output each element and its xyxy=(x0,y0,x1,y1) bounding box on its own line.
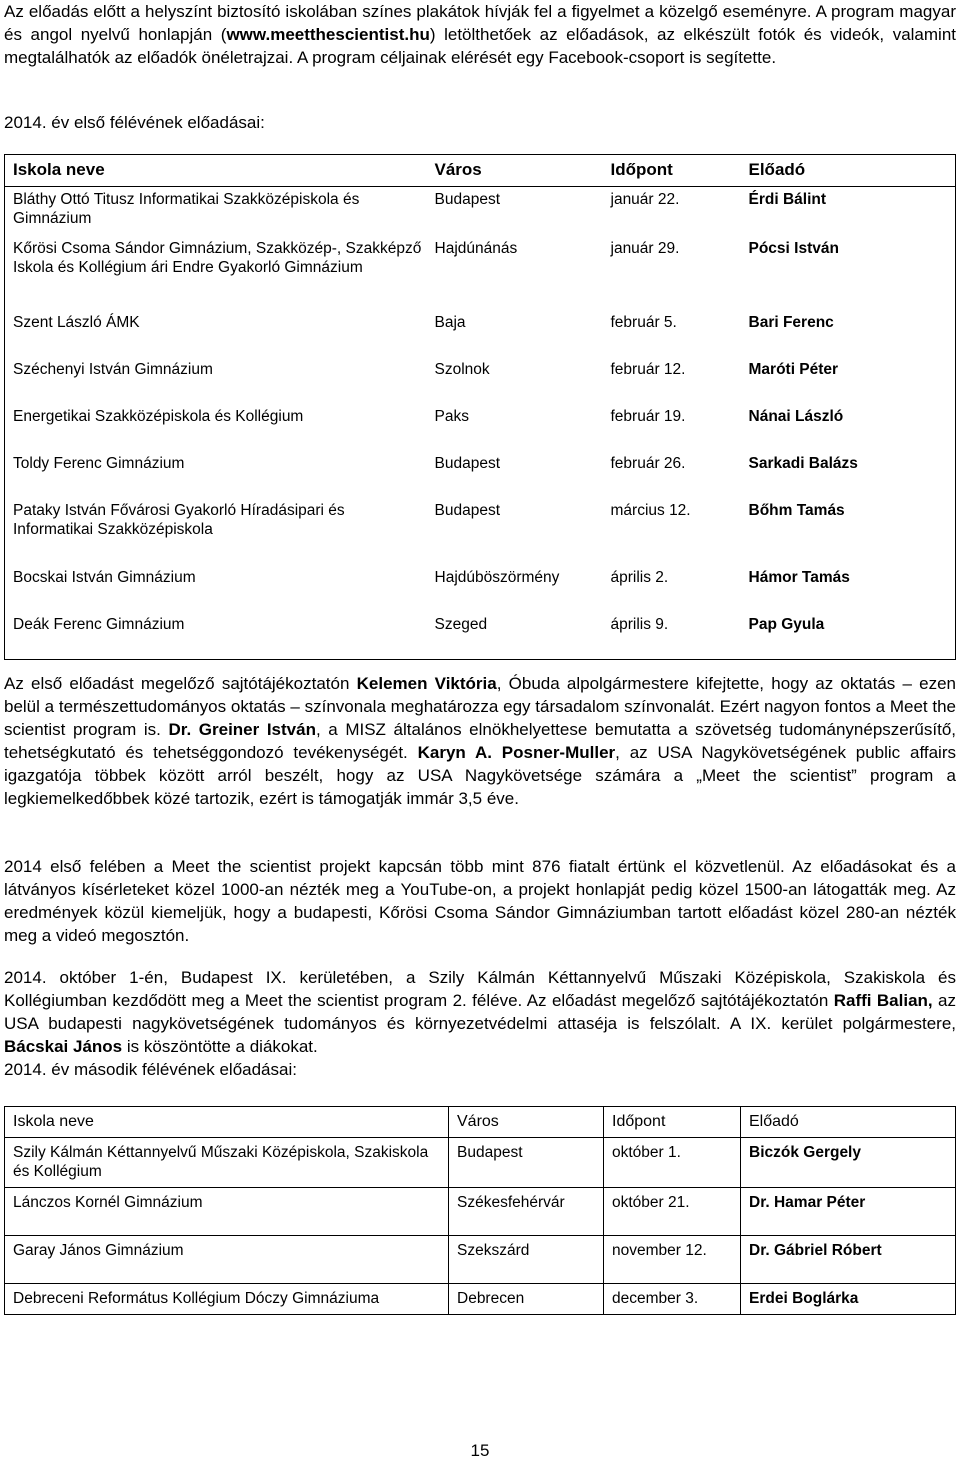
cell-date: február 19. xyxy=(610,408,686,425)
table-row xyxy=(5,404,956,451)
cell-date: január 29. xyxy=(610,240,680,257)
cell-date: október 1. xyxy=(604,1138,741,1188)
cell-speaker: Maróti Péter xyxy=(748,361,839,378)
cell-city: Szekszárd xyxy=(449,1236,604,1284)
cell-school: Deák Ferenc Gimnázium xyxy=(13,616,185,633)
cell-date: december 3. xyxy=(604,1284,741,1315)
intro-paragraph xyxy=(4,0,956,69)
cell-city: Székesfehérvár xyxy=(449,1188,604,1236)
table-row xyxy=(5,565,956,612)
table-row xyxy=(5,498,956,565)
cell-school: Lánczos Kornél Gimnázium xyxy=(5,1188,449,1236)
cell-date: október 21. xyxy=(604,1188,741,1236)
table-row xyxy=(5,1188,956,1236)
table-row xyxy=(5,451,956,498)
cell-city: Budapest xyxy=(449,1138,604,1188)
cell-date: április 9. xyxy=(610,616,669,633)
cell-school: Szent László ÁMK xyxy=(13,314,140,331)
col-header-city: Város xyxy=(449,1107,604,1138)
cell-school: Energetikai Szakközépiskola és Kollégium xyxy=(13,408,304,425)
cell-city: Baja xyxy=(434,314,466,331)
cell-speaker: Pócsi István xyxy=(748,240,839,257)
cell-speaker: Nánai László xyxy=(748,408,844,425)
second-semester-paragraph xyxy=(4,966,956,1081)
table-row xyxy=(5,187,956,237)
cell-school: Debreceni Református Kollégium Dóczy Gimnáziuma xyxy=(5,1284,449,1315)
cell-school: Toldy Ferenc Gimnázium xyxy=(13,455,185,472)
cell-city: Budapest xyxy=(434,191,500,208)
cell-school: Bláthy Ottó Titusz Informatikai Szakközépiskola és Gimnázium xyxy=(13,191,360,227)
section-heading-first-semester: 2014. év első félévének előadásai: xyxy=(4,113,265,132)
body-text: , az USA Nagykövetségének public affairs igazgatója többek között arról beszélt, hogy az USA Nagykövetsége számára a „Meet the scientist” program a legkiemelkedőbbek közé tartozik, ezért is támogatják immár 3,5 éve. xyxy=(4,743,956,808)
cell-speaker: Bőhm Tamás xyxy=(748,502,845,519)
cell-date: február 5. xyxy=(610,314,677,331)
cell-school: Garay János Gimnázium xyxy=(5,1236,449,1284)
page-number: 15 xyxy=(470,1441,490,1460)
table-row xyxy=(5,357,956,404)
cell-speaker: Hámor Tamás xyxy=(748,569,850,586)
person-name: Karyn A. Posner-Muller xyxy=(417,743,616,762)
col-header-school: Iskola neve xyxy=(5,1107,449,1138)
person-name: Kelemen Viktória xyxy=(356,674,497,693)
cell-date: november 12. xyxy=(604,1236,741,1284)
person-name: Dr. Greiner István xyxy=(168,720,316,739)
cell-date: február 26. xyxy=(610,455,686,472)
col-header-speaker: Előadó xyxy=(741,155,956,187)
website-link[interactable]: www.meetthescientist.hu xyxy=(226,25,430,44)
cell-city: Szeged xyxy=(434,616,488,633)
cell-city: Hajdúnánás xyxy=(434,240,518,257)
person-name: Bácskai János xyxy=(4,1037,123,1056)
cell-city: Debrecen xyxy=(449,1284,604,1315)
cell-speaker: Érdi Bálint xyxy=(748,191,827,208)
results-paragraph: 2014 első felében a Meet the scientist projekt kapcsán több mint 876 fiatalt értünk el közvetlenül. Az előadásokat és a látványos kísérleteket közel 1000-an nézték meg a YouTube-on, a projekt honlapját pedig közel 1500-an látogatták meg. Az eredmények közül kiemeljük, hogy a budapesti, Kőrösi Csoma Sándor Gimnáziumban tartott előadást közel 280-an nézték meg a videó megosztón. xyxy=(4,857,956,945)
cell-speaker: Sarkadi Balázs xyxy=(748,455,858,472)
cell-city: Szolnok xyxy=(434,361,490,378)
cell-date: április 2. xyxy=(610,569,669,586)
body-text: is köszöntötte a diákokat. xyxy=(122,1037,318,1056)
cell-school: Bocskai István Gimnázium xyxy=(13,569,196,586)
intro-line: Az előadás előtt a helyszínt biztosító iskolában színes plakátok hívják fel a figyelmet a közelgő eseményre. xyxy=(4,2,812,21)
cell-school: Széchenyi István Gimnázium xyxy=(13,361,213,378)
intro-text: ) letölthetőek az előadások, az elkészült fotók és videók, valamint megtalálhatók az előadók önéletrajzai. A program céljainak elérését egy Facebook-csoport is segítette. xyxy=(4,25,956,67)
cell-speaker: Erdei Boglárka xyxy=(741,1284,956,1315)
table-header-row xyxy=(5,1107,956,1138)
cell-city: Hajdúböszörmény xyxy=(434,569,560,586)
body-text: az USA budapesti nagykövetségének tudományos és környezetvédelmi attaséja is felszólalt. A IX. kerület polgármestere, xyxy=(4,991,956,1033)
body-text: , Óbuda alpolgármestere kifejtette, hogy az oktatás – ezen belül a természettudományos oktatás – színvonala meghatározza egy társadalom színvonalát. Ezért nagyon fontos a Meet the scientist program is. xyxy=(4,674,956,739)
cell-speaker: Biczók Gergely xyxy=(741,1138,956,1188)
body-text: , a MISZ általános elnökhelyettese bemutatta a szövetség tudománynépszerűsítő, tehetségkutató és tehetséggondozó tevékenységét. xyxy=(4,720,956,762)
cell-date: március 12. xyxy=(610,502,691,519)
first-semester-table xyxy=(4,154,956,660)
second-semester-table xyxy=(4,1106,956,1315)
intro-text: A program magyar és angol nyelvű honlapján ( xyxy=(4,2,956,44)
body-text: Az első előadást megelőző sajtótájékoztatón xyxy=(4,674,357,693)
body-text: 2014. október 1-én, Budapest IX. kerületében, a Szily Kálmán Kéttannyelvű Műszaki Középiskola, Szakiskola és Kollégiumban kezdődött meg a Meet the scientist program 2. féléve. Az előadást megelőző sajtótájékoztatón xyxy=(4,968,956,1010)
table-row xyxy=(5,236,956,310)
table-row xyxy=(5,1236,956,1284)
press-conference-paragraph xyxy=(4,672,956,810)
table-row xyxy=(5,612,956,660)
cell-school: Szily Kálmán Kéttannyelvű Műszaki Középiskola, Szakiskola és Kollégium xyxy=(5,1138,449,1188)
table-header-row xyxy=(5,155,956,187)
cell-speaker: Bari Ferenc xyxy=(748,314,834,331)
cell-speaker: Pap Gyula xyxy=(748,616,825,633)
col-header-school: Iskola neve xyxy=(5,155,427,187)
cell-date: január 22. xyxy=(610,191,680,208)
table-row xyxy=(5,1284,956,1315)
table-row xyxy=(5,1138,956,1188)
cell-school: Kőrösi Csoma Sándor Gimnázium, Szakközép-, Szakképző Iskola és Kollégium ári Endre Gyakorló Gimnázium xyxy=(13,240,422,276)
cell-city: Budapest xyxy=(434,502,500,519)
cell-date: február 12. xyxy=(610,361,686,378)
cell-city: Paks xyxy=(434,408,469,425)
cell-speaker: Dr. Hamar Péter xyxy=(741,1188,956,1236)
section-heading-second-semester: 2014. év második félévének előadásai: xyxy=(4,1060,297,1079)
cell-speaker: Dr. Gábriel Róbert xyxy=(741,1236,956,1284)
cell-city: Budapest xyxy=(434,455,500,472)
col-header-city: Város xyxy=(427,155,603,187)
col-header-date: Időpont xyxy=(603,155,741,187)
col-header-date: Időpont xyxy=(604,1107,741,1138)
person-name: Raffi Balian, xyxy=(833,991,933,1010)
col-header-speaker: Előadó xyxy=(741,1107,956,1138)
cell-school: Pataky István Fővárosi Gyakorló Híradásipari és Informatikai Szakközépiskola xyxy=(13,502,345,538)
table-row xyxy=(5,310,956,357)
